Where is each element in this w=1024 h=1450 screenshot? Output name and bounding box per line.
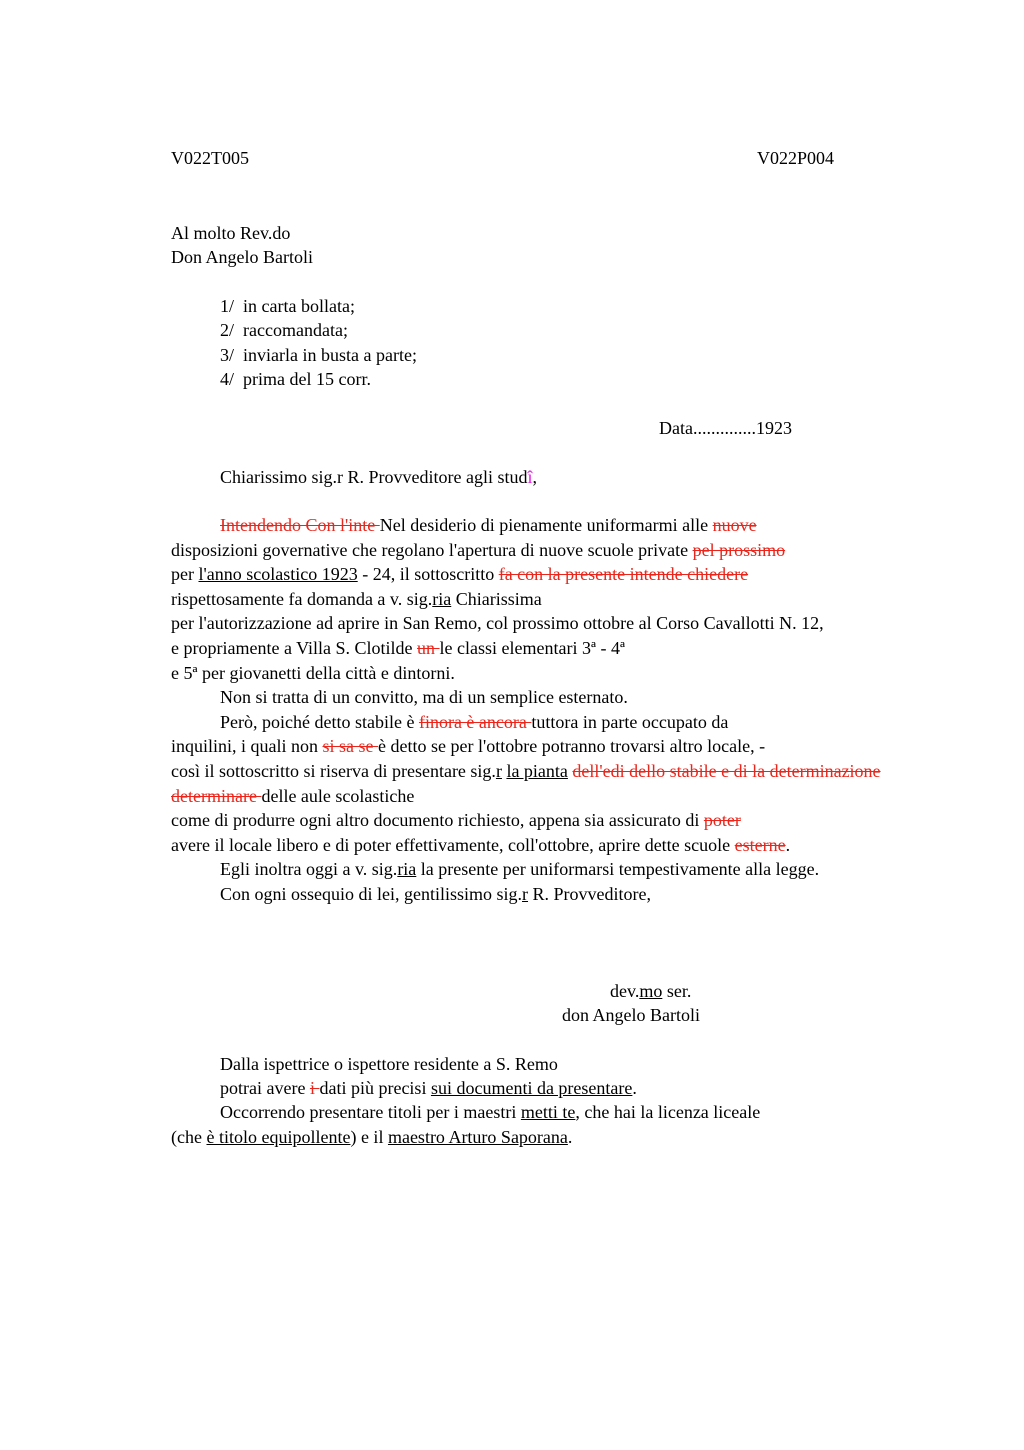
paragraph-esternato: Non si tratta di un convitto, ma di un semplice esternato. [220, 687, 628, 708]
deleted-text: pel prossimo [692, 539, 786, 560]
instruction-item [220, 318, 348, 342]
paragraph-inoltra: Egli inoltra oggi a v. sig.ria la presente per uniformarsi tempestivamente alla legge. [220, 859, 820, 880]
date-line: Data..............1923 [659, 418, 792, 438]
salutation: Chiarissimo sig.r R. Provveditore agli studî, [220, 467, 538, 487]
instruction-item [220, 367, 371, 391]
paragraph-closing: Con ogni ossequio di lei, gentilissimo sig.r R. Provveditore, [220, 883, 652, 904]
deleted-text: poter [703, 810, 741, 831]
note-line: Dalla ispettrice o ispettore residente a S. Remo [220, 1054, 558, 1074]
signature-name: don Angelo Bartoli [562, 1005, 700, 1025]
deleted-text: un [417, 637, 440, 658]
note-line: potrai avere i dati più precisi sui documenti da presentare. [220, 1078, 637, 1098]
instruction-number: 4/ [220, 369, 235, 389]
deleted-text: nuove [712, 515, 757, 535]
instruction-item [220, 343, 417, 367]
underlined-text: metti te [520, 1102, 576, 1122]
letter-body [171, 513, 891, 907]
document-code-right: V022P004 [757, 148, 835, 168]
underlined-text: ria [432, 588, 452, 609]
instruction-number: 3/ [220, 345, 235, 365]
instruction-text: prima del 15 corr. [243, 369, 371, 389]
deleted-text: dell'edi dello stabile e di la determinazione determinare [171, 760, 881, 806]
instruction-item [220, 294, 355, 318]
deleted-text: finora è ancora [418, 711, 532, 732]
deleted-text: esterne [734, 834, 786, 855]
signature-closing: dev.mo ser. [610, 981, 692, 1001]
paragraph-request: Intendendo Con l'inte Nel desiderio di pienamente uniformarmi alle nuove disposizioni governative che regolano l'apertura di nuove scuole private pel prossimo per l'anno scolastico 1923 - 24, il sottoscritto fa con la presente intende chiedere rispettosamente fa domanda a v. sig.ria Chiarissima per l'autorizzazione ad aprire in San Remo, col prossimo ottobre al Corso Cavallotti N. 12, e propriamente a Villa S. Clotilde un le classi elementari 3ª - 4ª e 5ª per giovanetti della città e dintorni. [171, 515, 824, 683]
note-line: (che è titolo equipollente) e il maestro Arturo Saporana. [171, 1127, 573, 1147]
underlined-text: maestro Arturo Saporana [387, 1127, 568, 1147]
document-code-left: V022T005 [171, 148, 249, 168]
instruction-text: raccomandata; [243, 320, 348, 340]
deleted-text: i [309, 1078, 320, 1098]
address-line-1: Al molto Rev.do [171, 223, 291, 243]
instruction-text: inviarla in busta a parte; [243, 345, 417, 365]
deleted-text: fa con la presente intende chiedere [498, 564, 749, 585]
accent-mark: î [527, 467, 533, 487]
underlined-text: sui documenti da presentare [430, 1078, 633, 1098]
paragraph-locale: Però, poiché detto stabile è finora è ancora tuttora in parte occupato da inquilini, i quali non si sa se è detto se per l'ottobre potranno trovarsi altro locale, - così il sottoscritto si riserva di presentare sig.r la pianta dell'edi dello stabile e di la determinazione determinare delle aule scolastiche come di produrre ogni altro documento richiesto, appena sia assicurato di poter avere il locale libero e di poter effettivamente, coll'ottobre, aprire dette scuole esterne. [171, 711, 881, 855]
underlined-text: ria [397, 859, 417, 880]
underlined-text: r [495, 760, 502, 781]
deleted-text: si sa se [322, 736, 378, 757]
note-line: Occorrendo presentare titoli per i maestri metti te, che hai la licenza liceale [220, 1102, 761, 1122]
instruction-text: in carta bollata; [243, 296, 355, 316]
underlined-text: mo [639, 981, 663, 1001]
deleted-text: Intendendo Con l'inte [220, 515, 380, 535]
underlined-text: r [522, 883, 529, 904]
instruction-number: 1/ [220, 296, 235, 316]
underlined-text: è titolo equipollente [206, 1127, 351, 1147]
address-line-2: Don Angelo Bartoli [171, 247, 313, 267]
underlined-text: l'anno scolastico 1923 [198, 564, 358, 585]
underlined-text: la pianta [506, 760, 568, 781]
instruction-number: 2/ [220, 320, 235, 340]
